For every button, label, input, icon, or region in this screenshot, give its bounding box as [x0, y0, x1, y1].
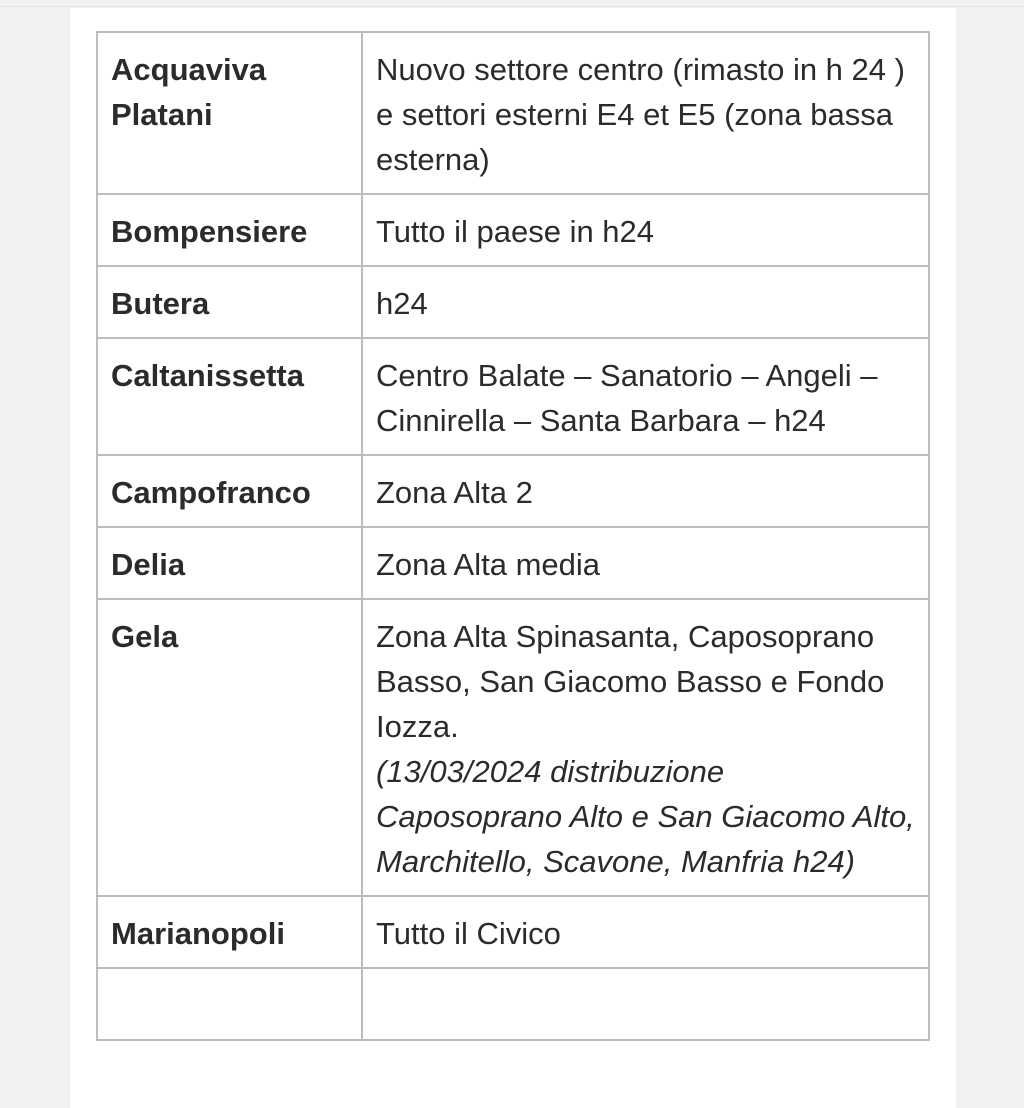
town-cell: [97, 968, 362, 1040]
zones-cell: [362, 599, 929, 896]
town-cell: Acquaviva Platani: [97, 32, 362, 194]
water-distribution-table: [96, 31, 930, 1041]
town-cell: Butera: [97, 266, 362, 338]
zones-cell: Tutto il Civico: [362, 896, 929, 968]
town-cell: Bompensiere: [97, 194, 362, 266]
zones-cell: Zona Alta 2: [362, 455, 929, 527]
town-cell: Marianopoli: [97, 896, 362, 968]
table-row: [97, 968, 929, 1040]
table-row: [97, 599, 929, 896]
table-row: [97, 32, 929, 194]
page-top-edge: [0, 0, 1024, 7]
table-row: [97, 194, 929, 266]
zones-text: Zona Alta Spinasanta, Caposoprano Basso, San Giacomo Basso e Fondo Iozza.: [376, 619, 885, 744]
zones-cell: Zona Alta media: [362, 527, 929, 599]
town-cell: Delia: [97, 527, 362, 599]
zones-cell: h24: [362, 266, 929, 338]
table-row: [97, 527, 929, 599]
table-row: [97, 338, 929, 455]
zones-cell: [362, 968, 929, 1040]
zones-cell: Tutto il paese in h24: [362, 194, 929, 266]
town-cell: Campofranco: [97, 455, 362, 527]
table-row: [97, 266, 929, 338]
zones-cell: Centro Balate – Sanatorio – Angeli – Cinnirella – Santa Barbara – h24: [362, 338, 929, 455]
town-cell: Caltanissetta: [97, 338, 362, 455]
distribution-note: (13/03/2024 distribuzione Caposoprano Alto e San Giacomo Alto, Marchitello, Scavone, Manfria h24): [376, 754, 915, 879]
table-row: [97, 455, 929, 527]
town-cell: Gela: [97, 599, 362, 896]
zones-cell: Nuovo settore centro (rimasto in h 24 ) e settori esterni E4 et E5 (zona bassa esterna): [362, 32, 929, 194]
table-row: [97, 896, 929, 968]
